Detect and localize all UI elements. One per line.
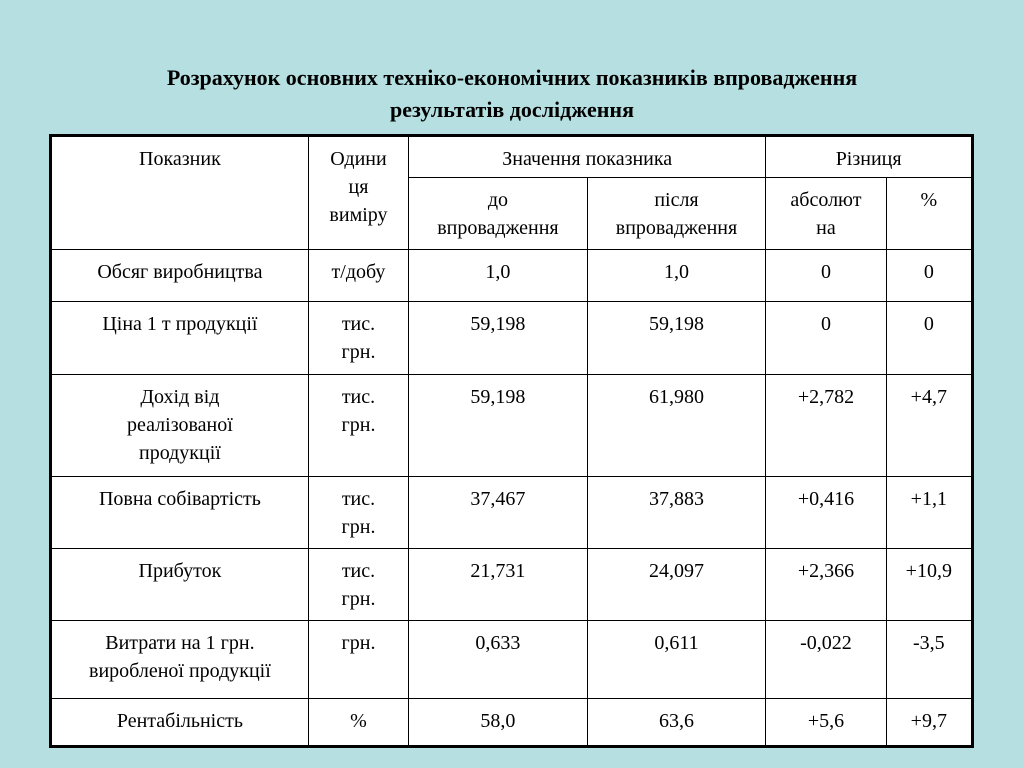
indicators-table (49, 134, 974, 748)
cell-percent: +9,7 (886, 699, 972, 747)
cell-before: 37,467 (409, 477, 588, 549)
cell-after: 1,0 (587, 250, 766, 302)
cell-percent: -3,5 (886, 621, 972, 699)
cell-indicator: Ціна 1 т продукції (51, 302, 309, 375)
cell-after: 61,980 (587, 375, 766, 477)
cell-absolute: +2,782 (766, 375, 886, 477)
cell-indicator: Витрати на 1 грн. виробленої продукції (51, 621, 309, 699)
cell-before: 0,633 (409, 621, 588, 699)
cell-percent: +4,7 (886, 375, 972, 477)
table-row (51, 375, 973, 477)
table-row (51, 621, 973, 699)
cell-indicator: Обсяг виробництва (51, 250, 309, 302)
cell-unit: % (308, 699, 408, 747)
cell-absolute: +0,416 (766, 477, 886, 549)
cell-before: 1,0 (409, 250, 588, 302)
cell-unit: тис. грн. (308, 375, 408, 477)
cell-unit: тис. грн. (308, 477, 408, 549)
cell-percent: 0 (886, 250, 972, 302)
cell-before: 58,0 (409, 699, 588, 747)
header-indicator: Показник (51, 136, 309, 250)
table-row (51, 699, 973, 747)
cell-before: 59,198 (409, 302, 588, 375)
table-container (49, 134, 974, 745)
header-after: після впровадження (587, 178, 766, 250)
cell-absolute: +2,366 (766, 549, 886, 621)
cell-indicator: Дохід від реалізованої продукції (51, 375, 309, 477)
page-title: Розрахунок основних техніко-економічних показників впровадження результатів дослідження (166, 65, 858, 122)
cell-indicator: Повна собівартість (51, 477, 309, 549)
cell-absolute: +5,6 (766, 699, 886, 747)
cell-after: 59,198 (587, 302, 766, 375)
cell-indicator: Рентабільність (51, 699, 309, 747)
cell-after: 63,6 (587, 699, 766, 747)
cell-percent: +1,1 (886, 477, 972, 549)
header-percent: % (886, 178, 972, 250)
cell-indicator: Прибуток (51, 549, 309, 621)
header-before: до впровадження (409, 178, 588, 250)
cell-unit: тис. грн. (308, 302, 408, 375)
header-unit: Одини ця виміру (308, 136, 408, 250)
header-absolute: абсолют на (766, 178, 886, 250)
header-diff-group: Різниця (766, 136, 973, 178)
cell-after: 37,883 (587, 477, 766, 549)
cell-percent: +10,9 (886, 549, 972, 621)
cell-before: 59,198 (409, 375, 588, 477)
cell-absolute: -0,022 (766, 621, 886, 699)
cell-after: 0,611 (587, 621, 766, 699)
cell-absolute: 0 (766, 250, 886, 302)
table-row (51, 549, 973, 621)
cell-absolute: 0 (766, 302, 886, 375)
cell-before: 21,731 (409, 549, 588, 621)
table-row (51, 477, 973, 549)
table-row (51, 302, 973, 375)
cell-percent: 0 (886, 302, 972, 375)
table-header-row (51, 136, 973, 178)
cell-after: 24,097 (587, 549, 766, 621)
cell-unit: тис. грн. (308, 549, 408, 621)
table-row (51, 250, 973, 302)
cell-unit: т/добу (308, 250, 408, 302)
cell-unit: грн. (308, 621, 408, 699)
header-value-group: Значення показника (409, 136, 766, 178)
